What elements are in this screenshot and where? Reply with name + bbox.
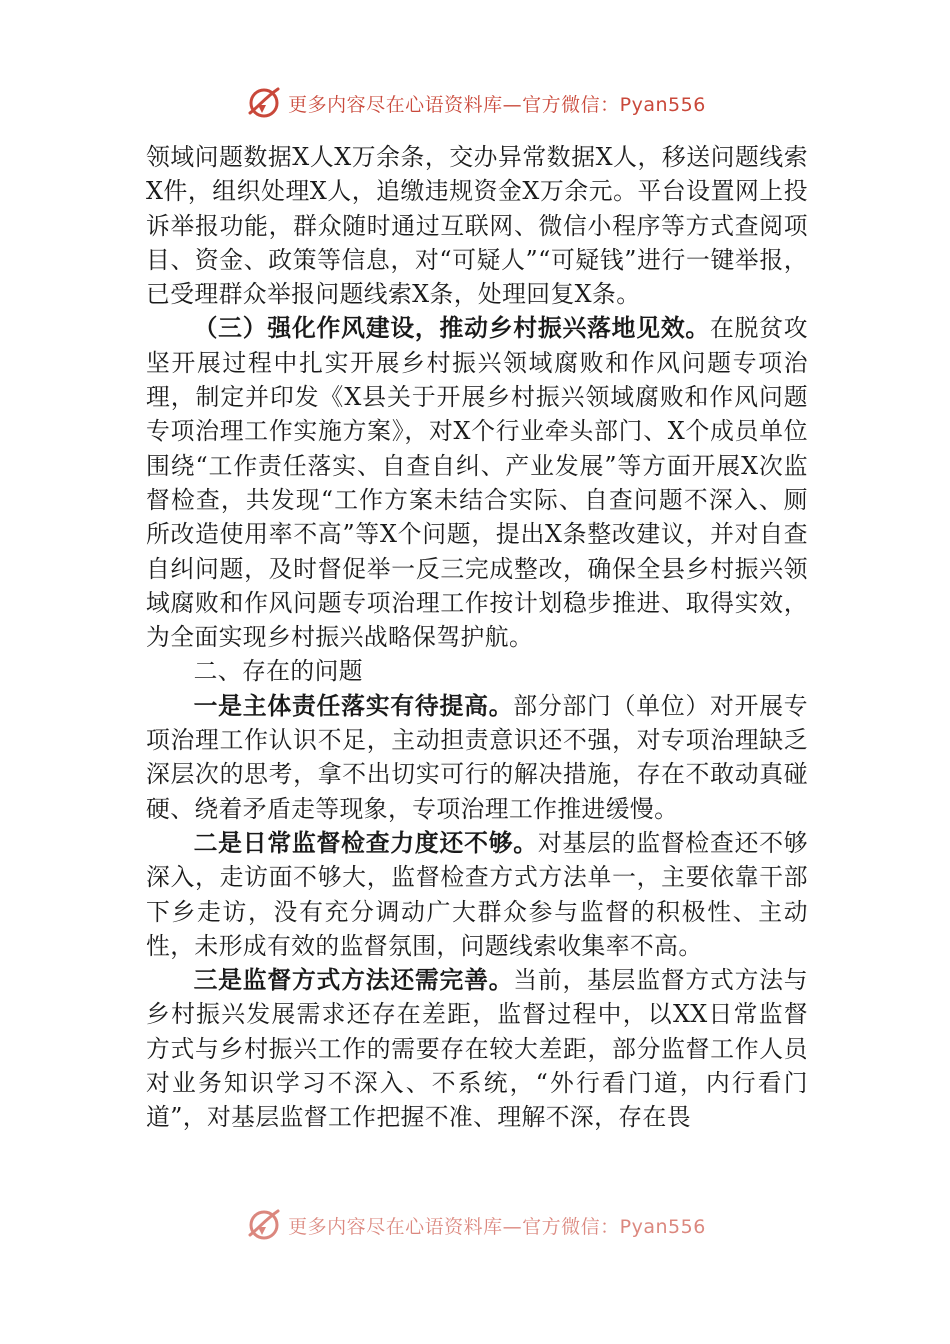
paragraph-lead: 二是日常监督检查力度还不够。 [193,828,538,857]
brush-logo-icon [244,1205,284,1245]
paragraph [146,963,808,1134]
paragraph-body: 部分部门（单位）对开展专项治理工作认识不足，主动担责意识还不强，对专项治理缺乏深层次的思考，拿不出切实可行的解决措施，存在不敢动真碰硬、绕着矛盾走等现象，专项治理工作推进缓慢。 [146,691,808,823]
paragraph-lead: 三是监督方式方法还需完善。 [193,966,514,995]
document-body [146,140,808,1135]
paragraph-body: 当前，基层监督方式方法与乡村振兴发展需求还存在差距，监督过程中，以XX日常监督方式与乡村振兴工作的需要存在较大差距，部分监督工作人员对业务知识学习不深入、不系统，“外行看门道，内行看门道”，对基层监督工作把握不准、理解不深，存在畏 [146,966,808,1132]
brush-logo-icon [244,83,284,123]
paragraph-lead: 一是主体责任落实有待提高。 [193,691,514,720]
watermark-banner-top [0,80,950,126]
paragraph [146,311,808,654]
paragraph: 领域问题数据X人X万余条，交办异常数据X人，移送问题线索X件，组织处理X人，追缴违规资金X万余元。平台设置网上投诉举报功能，群众随时通过互联网、微信小程序等方式查阅项目、资金、政策等信息，对“可疑人”“可疑钱”进行一键举报，已受理群众举报问题线索X条，处理回复X条。 [146,143,808,309]
paragraph-lead: （三）强化作风建设，推动乡村振兴落地见效。 [193,314,711,343]
section-heading: 二、存在的问题 [193,657,363,686]
paragraph [146,826,808,963]
paragraph [146,689,808,826]
watermark-text: 更多内容尽在心语资料库—官方微信：Pyan556 [288,93,706,116]
watermark-banner-bottom [0,1202,950,1248]
paragraph-body: 对基层的监督检查还不够深入，走访面不够大，监督检查方式方法单一，主要依靠干部下乡走访，没有充分调动广大群众参与监督的积极性、主动性，未形成有效的监督氛围，问题线索收集率不高。 [146,828,808,960]
paragraph-body: 在脱贫攻坚开展过程中扎实开展乡村振兴领域腐败和作风问题专项治理，制定并印发《X县关于开展乡村振兴领域腐败和作风问题专项治理工作实施方案》，对X个行业牵头部门、X个成员单位围绕“工作责任落实、自查自纠、产业发展”等方面开展X次监督检查，共发现“工作方案未结合实际、自查问题不深入、厕所改造使用率不高”等X个问题，提出X条整改建议，并对自查自纠问题，及时督促举一反三完成整改，确保全县乡村振兴领域腐败和作风问题专项治理工作按计划稳步推进、取得实效，为全面实现乡村振兴战略保驾护航。 [146,314,808,652]
watermark-text: 更多内容尽在心语资料库—官方微信：Pyan556 [288,1215,706,1238]
